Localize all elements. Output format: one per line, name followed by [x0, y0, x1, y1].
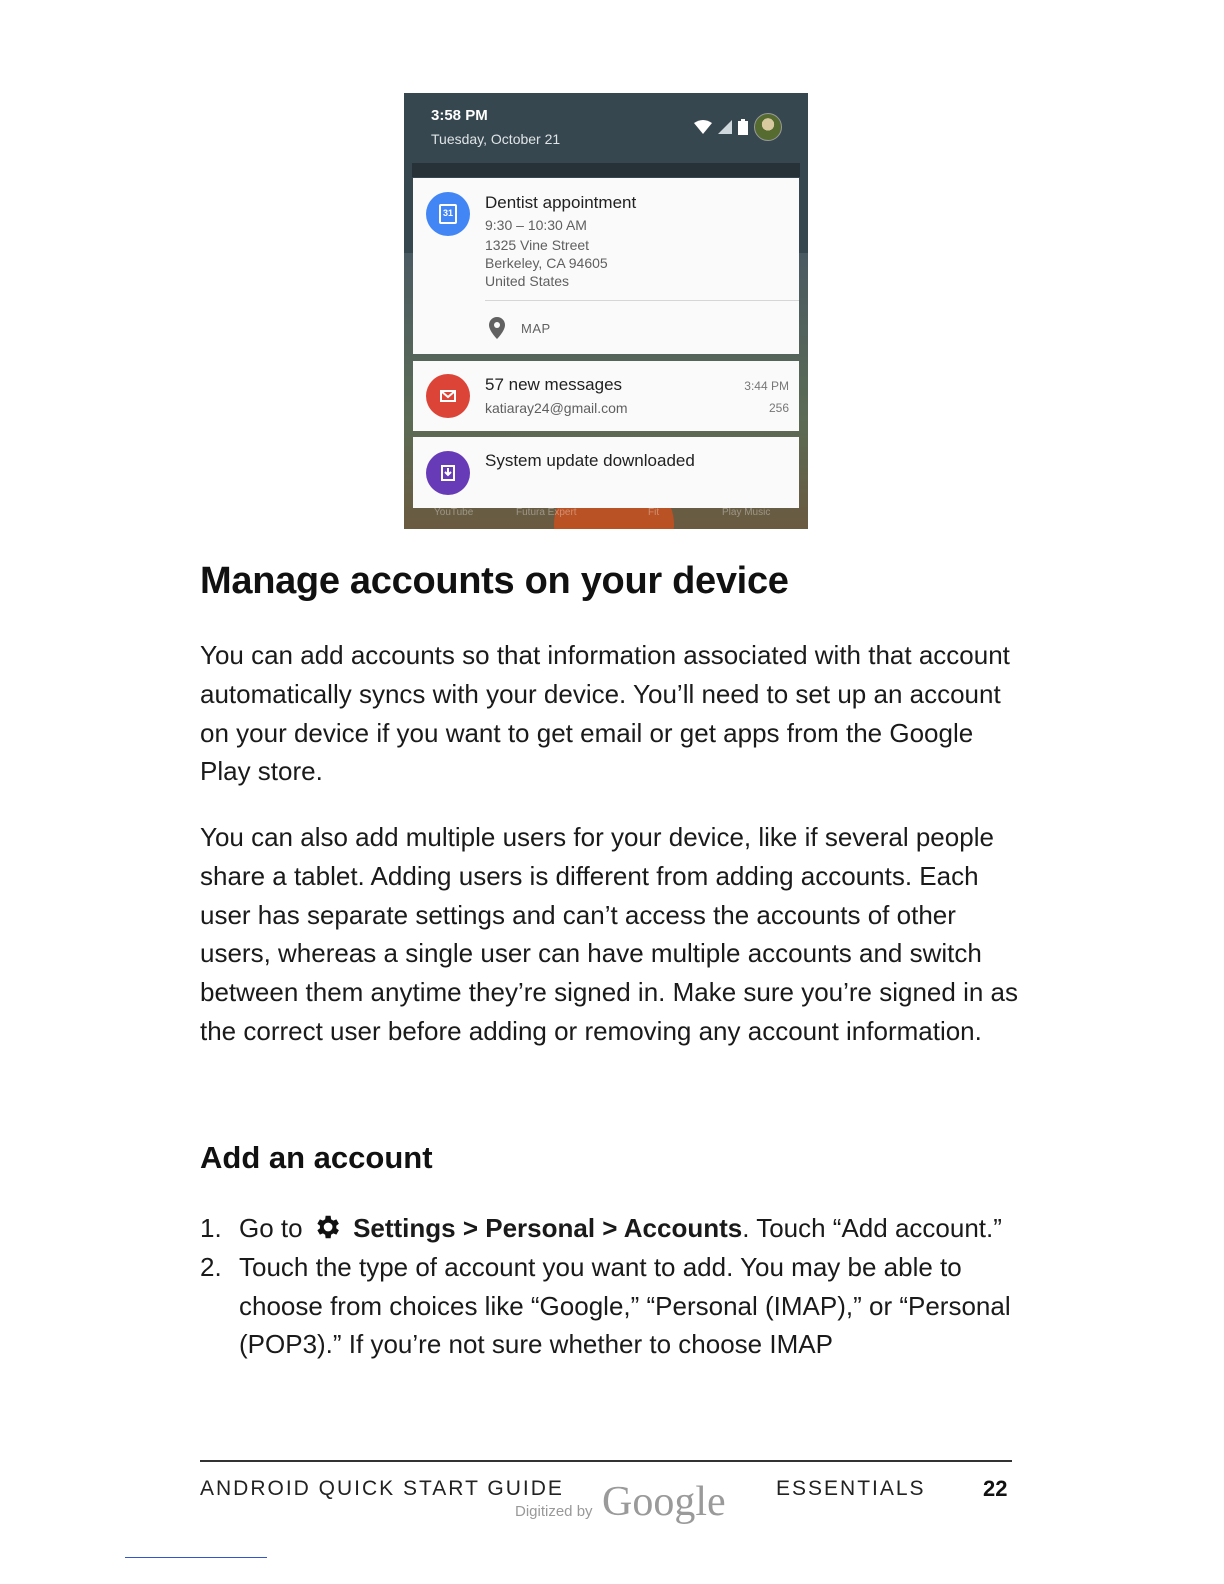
step-prefix: Go to: [239, 1213, 303, 1243]
subsection-heading: Add an account: [200, 1140, 433, 1175]
event-country: United States: [485, 273, 570, 289]
status-date: Tuesday, October 21: [431, 131, 561, 147]
intro-paragraph: You can add accounts so that information associated with that account automatically syncs with your device. You’ll need to set up an account on your device if you want to get email or get apps from the Google Play store.: [200, 640, 1010, 787]
digitized-by-label: Digitized by: [515, 1503, 593, 1520]
step-text: Touch the type of account you want to add. You may be able to choose from choices like “Google,” “Personal (IMAP),” or “Personal (POP3).” If you’re not sure whether to choose IMAP: [239, 1251, 1011, 1360]
status-bar: [404, 93, 808, 161]
event-street: 1325 Vine Street: [485, 237, 590, 253]
battery-icon: [738, 119, 748, 135]
notification-title: System update downloaded: [485, 451, 695, 470]
status-time: 3:58 PM: [431, 107, 488, 124]
calendar-icon: [426, 192, 470, 236]
location-pin-icon: [489, 317, 505, 339]
calendar-notification[interactable]: [413, 178, 799, 354]
event-city: Berkeley, CA 94605: [485, 255, 608, 271]
page-number: 22: [983, 1476, 1008, 1501]
envelope-icon: [440, 390, 456, 402]
unread-count: 256: [768, 401, 789, 415]
users-paragraph: You can also add multiple users for your device, like if several people share a tablet. Adding users is different from adding accounts. Each user has separate settings and can’t access the accounts of other users, whereas a single user can have multiple accounts and switch between them anytime they’re signed in. Make sure you’re signed in as the correct user before adding or removing any account information.: [200, 822, 1018, 1046]
event-time: 9:30 – 10:30 AM: [485, 217, 587, 233]
section-label: ESSENTIALS: [776, 1477, 926, 1500]
shade-divider: [412, 163, 800, 177]
gmail-notification[interactable]: [413, 361, 799, 431]
step-item: [200, 1209, 1020, 1248]
calendar-icon-date: 31: [439, 204, 457, 224]
notification-time: 3:44 PM: [744, 379, 789, 393]
download-arrow-icon: [441, 465, 455, 481]
google-watermark: Google: [602, 1479, 726, 1525]
step-suffix: . Touch “Add account.”: [742, 1213, 1002, 1243]
home-app-labels: [404, 507, 808, 521]
step-number: 2.: [200, 1251, 222, 1282]
user-avatar[interactable]: [754, 113, 782, 141]
app-label: YouTube: [434, 507, 474, 518]
link-underline: [125, 1557, 267, 1558]
account-email: katiaray24@gmail.com: [485, 400, 628, 416]
app-label: Futura Expert: [516, 507, 577, 518]
step-item: [200, 1248, 1020, 1364]
guide-title: ANDROID QUICK START GUIDE: [200, 1477, 564, 1500]
notification-title: 57 new messages: [485, 375, 623, 394]
gear-icon: [312, 1212, 342, 1242]
app-label: Fit: [648, 507, 660, 518]
status-icons: [694, 113, 782, 141]
step-number: 1.: [200, 1213, 222, 1243]
section-heading: Manage accounts on your device: [200, 560, 789, 602]
map-action-label: MAP: [521, 321, 551, 336]
notification-title: Dentist appointment: [485, 193, 637, 212]
app-label: Play Music: [722, 507, 771, 518]
map-action-button[interactable]: [485, 300, 799, 355]
gmail-icon: [426, 374, 470, 418]
steps-list: [200, 1209, 1020, 1364]
wifi-icon: [694, 120, 712, 134]
download-icon: [426, 451, 470, 495]
notification-screenshot: [404, 93, 808, 529]
system-update-notification[interactable]: [413, 437, 799, 508]
signal-icon: [718, 120, 732, 134]
footer-rule: [200, 1460, 1012, 1462]
settings-path: Settings > Personal > Accounts: [353, 1213, 743, 1243]
